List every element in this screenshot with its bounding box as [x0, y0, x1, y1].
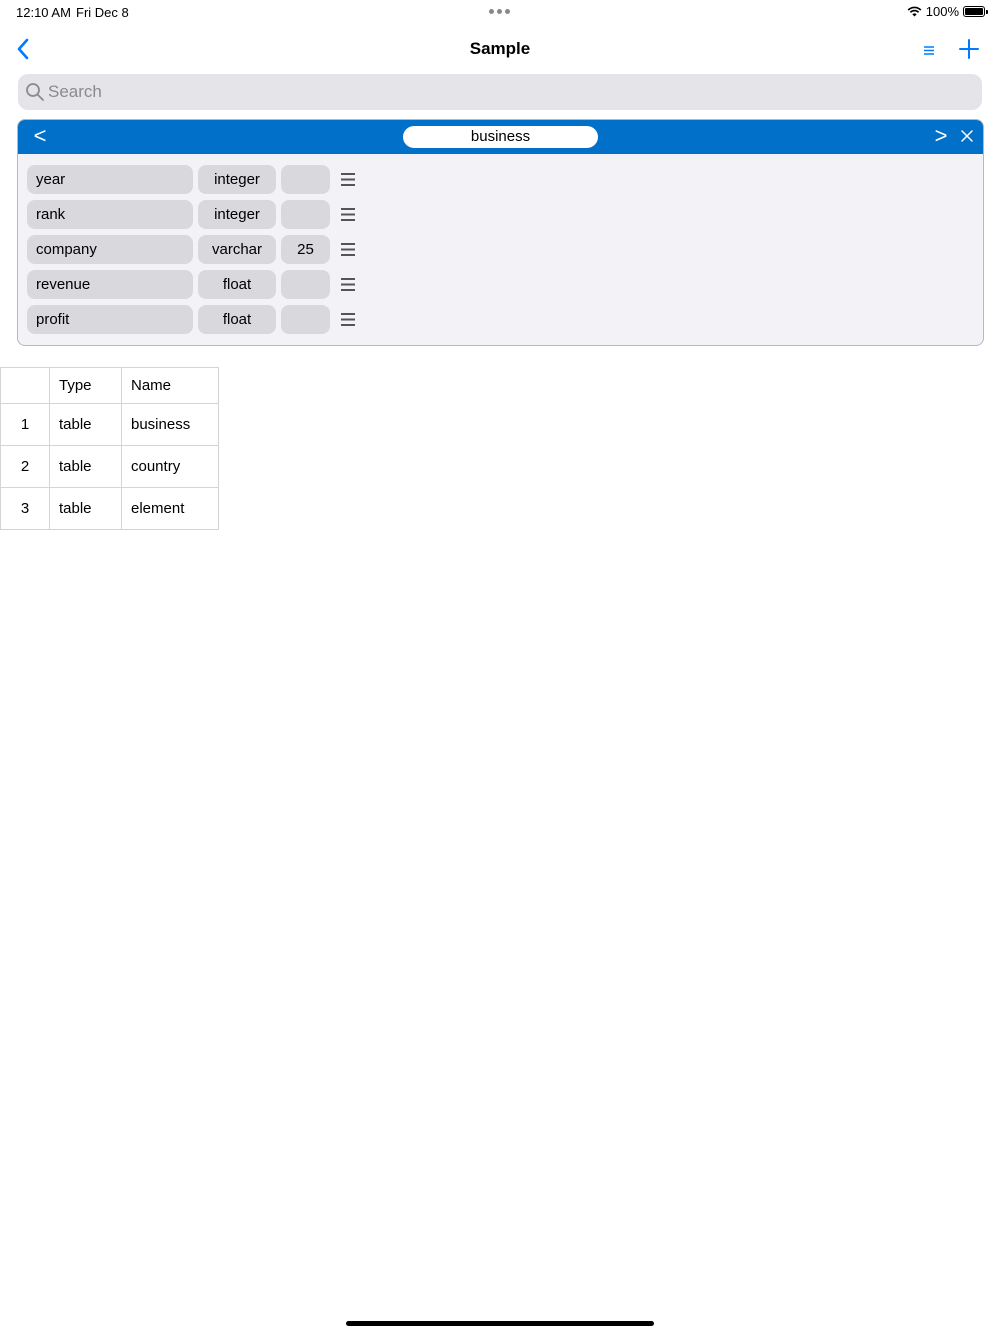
- cell-type[interactable]: table: [50, 404, 122, 446]
- row-index: 2: [1, 446, 50, 488]
- table-row[interactable]: [1, 404, 219, 446]
- battery-icon: [963, 6, 985, 17]
- field-type[interactable]: integer: [198, 165, 276, 194]
- list-icon: [916, 37, 942, 63]
- field-row: [27, 200, 367, 230]
- header-name[interactable]: Name: [122, 368, 219, 404]
- battery-percent: 100%: [925, 4, 959, 19]
- add-button[interactable]: [955, 35, 983, 63]
- field-row: [27, 165, 367, 195]
- field-name[interactable]: year: [27, 165, 193, 194]
- close-icon[interactable]: [960, 129, 974, 143]
- cell-type[interactable]: table: [50, 446, 122, 488]
- field-length[interactable]: [281, 305, 330, 334]
- list-button[interactable]: [916, 37, 942, 63]
- row-index: 3: [1, 488, 50, 530]
- field-type[interactable]: integer: [198, 200, 276, 229]
- cell-name[interactable]: country: [122, 446, 219, 488]
- table-header-row: [1, 368, 219, 404]
- table-row[interactable]: [1, 446, 219, 488]
- results-table: [0, 367, 219, 530]
- navigation-bar: [0, 28, 1000, 70]
- table-structure-panel: [17, 119, 984, 346]
- drag-handle-icon[interactable]: [340, 277, 356, 292]
- field-name[interactable]: profit: [27, 305, 193, 334]
- search-bar[interactable]: [18, 74, 982, 110]
- status-right: [907, 4, 985, 19]
- field-type[interactable]: float: [198, 305, 276, 334]
- wifi-icon: [907, 6, 922, 17]
- table-name-field[interactable]: business: [403, 126, 598, 148]
- row-index: 1: [1, 404, 50, 446]
- field-length[interactable]: [281, 270, 330, 299]
- header-index: [1, 368, 50, 404]
- field-type[interactable]: float: [198, 270, 276, 299]
- field-name[interactable]: rank: [27, 200, 193, 229]
- multitasking-dots-icon[interactable]: [489, 9, 510, 14]
- field-name[interactable]: company: [27, 235, 193, 264]
- drag-handle-icon[interactable]: [340, 312, 356, 327]
- field-length[interactable]: [281, 200, 330, 229]
- drag-handle-icon[interactable]: [340, 207, 356, 222]
- field-length[interactable]: [281, 165, 330, 194]
- field-type[interactable]: varchar: [198, 235, 276, 264]
- field-row: [27, 270, 367, 300]
- previous-table-button[interactable]: <: [33, 123, 47, 148]
- next-table-button[interactable]: >: [934, 123, 948, 148]
- status-time: 12:10 AM: [16, 5, 71, 20]
- search-icon: [25, 82, 45, 102]
- cell-name[interactable]: element: [122, 488, 219, 530]
- header-type[interactable]: Type: [50, 368, 122, 404]
- plus-icon: [955, 35, 983, 63]
- status-date: Fri Dec 8: [76, 5, 129, 20]
- cell-type[interactable]: table: [50, 488, 122, 530]
- panel-header: [18, 120, 983, 154]
- field-row: [27, 235, 367, 265]
- table-row[interactable]: [1, 488, 219, 530]
- field-name[interactable]: revenue: [27, 270, 193, 299]
- field-length[interactable]: 25: [281, 235, 330, 264]
- field-row: [27, 305, 367, 335]
- drag-handle-icon[interactable]: [340, 172, 356, 187]
- page-title: Sample: [469, 39, 531, 58]
- status-bar: [0, 0, 1000, 24]
- search-input[interactable]: [48, 74, 968, 110]
- drag-handle-icon[interactable]: [340, 242, 356, 257]
- home-indicator[interactable]: [346, 1321, 654, 1326]
- cell-name[interactable]: business: [122, 404, 219, 446]
